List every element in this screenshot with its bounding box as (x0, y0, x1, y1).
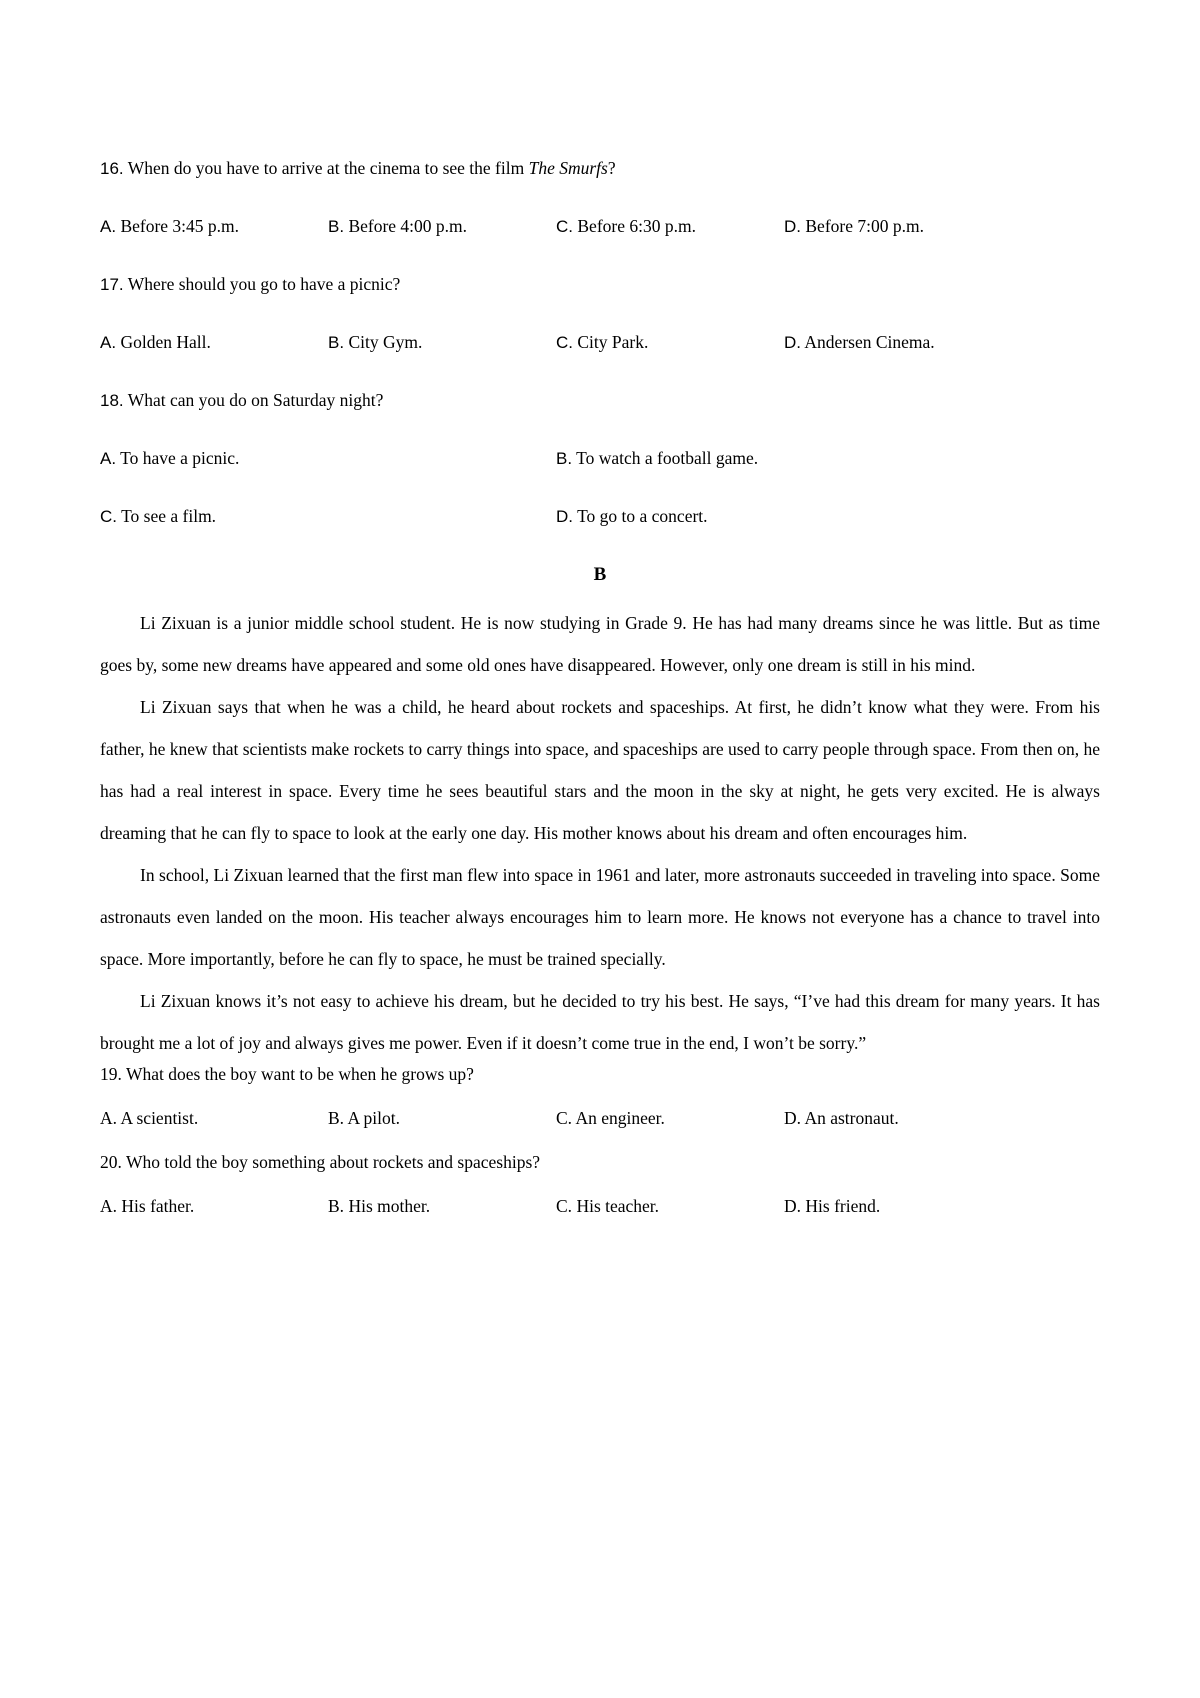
option-text: Golden Hall. (120, 332, 211, 352)
option-text: A scientist. (120, 1108, 199, 1128)
question-18-text: What can you do on Saturday night? (127, 390, 384, 410)
option-19-a (100, 1108, 328, 1152)
question-17-text: Where should you go to have a picnic? (127, 274, 401, 294)
option-label: B. (556, 449, 573, 468)
option-text: A pilot. (347, 1108, 400, 1128)
option-label: D. (784, 1108, 802, 1128)
option-16-a (100, 216, 328, 274)
option-label: D. (784, 1196, 802, 1216)
question-18 (100, 390, 1100, 448)
option-18-b (556, 448, 1100, 506)
question-17-options-row (100, 332, 1100, 390)
option-17-a (100, 332, 328, 390)
question-17 (100, 274, 1100, 332)
question-20 (100, 1152, 1100, 1196)
option-text: Before 4:00 p.m. (348, 216, 468, 236)
option-label: B. (328, 217, 345, 236)
option-text: His friend. (805, 1196, 881, 1216)
option-label: C. (556, 1108, 573, 1128)
option-label: A. (100, 217, 117, 236)
option-text: Before 3:45 p.m. (120, 216, 240, 236)
question-19 (100, 1064, 1100, 1108)
option-19-d (784, 1108, 1100, 1152)
option-text: To watch a football game. (576, 448, 759, 468)
question-16-text: When do you have to arrive at the cinema to see the film (127, 158, 529, 178)
option-text: An engineer. (575, 1108, 665, 1128)
option-20-a (100, 1196, 328, 1240)
passage-paragraph-1: Li Zixuan is a junior middle school student. He is now studying in Grade 9. He has had many dreams since he was little. But as time goes by, some new dreams have appeared and some old ones have disappeared. However, only one dream is still in his mind. (100, 613, 1100, 675)
option-label: D. (784, 217, 801, 236)
question-19-number: 19. (100, 1064, 122, 1084)
question-20-number: 20. (100, 1152, 122, 1172)
question-20-options-row (100, 1196, 1100, 1240)
option-text: His father. (121, 1196, 195, 1216)
option-18-a (100, 448, 556, 506)
question-16-options-row (100, 216, 1100, 274)
option-label: C. (556, 217, 573, 236)
option-16-d (784, 216, 1100, 274)
option-text: Before 6:30 p.m. (577, 216, 696, 236)
option-text: To have a picnic. (120, 448, 240, 468)
question-16 (100, 158, 1100, 216)
option-20-c (556, 1196, 784, 1240)
section-b-heading: B (593, 564, 607, 585)
question-19-text: What does the boy want to be when he grows up? (125, 1064, 474, 1084)
film-title: The Smurfs (528, 158, 608, 178)
question-18-options-row-1 (100, 448, 1100, 506)
option-17-c (556, 332, 784, 390)
option-text: To see a film. (121, 506, 217, 526)
option-text: His teacher. (576, 1196, 660, 1216)
question-19-options-row (100, 1108, 1100, 1152)
option-label: D. (556, 507, 573, 526)
option-text: Andersen Cinema. (804, 332, 935, 352)
question-16-suffix: ? (607, 158, 616, 178)
option-16-c (556, 216, 784, 274)
option-text: City Park. (577, 332, 649, 352)
option-text: To go to a concert. (577, 506, 708, 526)
question-17-number: 17. (100, 275, 124, 294)
question-20-text: Who told the boy something about rockets and spaceships? (125, 1152, 541, 1172)
option-label: D. (784, 333, 801, 352)
question-16-number: 16. (100, 159, 124, 178)
option-label: A. (100, 1108, 118, 1128)
option-19-b (328, 1108, 556, 1152)
option-20-b (328, 1196, 556, 1240)
option-16-b (328, 216, 556, 274)
option-label: A. (100, 1196, 118, 1216)
question-18-number: 18. (100, 391, 124, 410)
option-label: A. (100, 333, 117, 352)
option-label: C. (556, 1196, 573, 1216)
reading-passage-b (100, 602, 1100, 1064)
option-text: City Gym. (348, 332, 423, 352)
option-label: B. (328, 333, 345, 352)
passage-paragraph-3: In school, Li Zixuan learned that the first man flew into space in 1961 and later, more astronauts succeeded in traveling into space. Some astronauts even landed on the moon. His teacher always encourages him to learn more. He knows not everyone has a chance to travel into space. More importantly, before he can fly to space, he must be trained specially. (100, 865, 1100, 969)
option-19-c (556, 1108, 784, 1152)
option-text: His mother. (348, 1196, 431, 1216)
question-18-options-row-2 (100, 506, 1100, 564)
option-18-d (556, 506, 1100, 564)
option-text: An astronaut. (804, 1108, 899, 1128)
option-label: C. (556, 333, 573, 352)
option-label: B. (328, 1108, 345, 1128)
option-label: A. (100, 449, 117, 468)
passage-paragraph-4: Li Zixuan knows it’s not easy to achieve his dream, but he decided to try his best. He says, “I’ve had this dream for many years. It has brought me a lot of joy and always gives me power. Even if it doesn’t come true in the end, I won’t be sorry.” (100, 991, 1100, 1053)
option-label: B. (328, 1196, 345, 1216)
passage-paragraph-2: Li Zixuan says that when he was a child, he heard about rockets and spaceships. At first, he didn’t know what they were. From his father, he knew that scientists make rockets to carry things into space, and spaceships are used to carry people through space. From then on, he has had a real interest in space. Every time he sees beautiful stars and the moon in the sky at night, he gets very excited. He is always dreaming that he can fly to space to look at the early one day. His mother knows about his dream and often encourages him. (100, 697, 1100, 843)
option-label: C. (100, 507, 117, 526)
option-text: Before 7:00 p.m. (805, 216, 924, 236)
option-20-d (784, 1196, 1100, 1240)
option-18-c (100, 506, 556, 564)
option-17-d (784, 332, 1100, 390)
option-17-b (328, 332, 556, 390)
